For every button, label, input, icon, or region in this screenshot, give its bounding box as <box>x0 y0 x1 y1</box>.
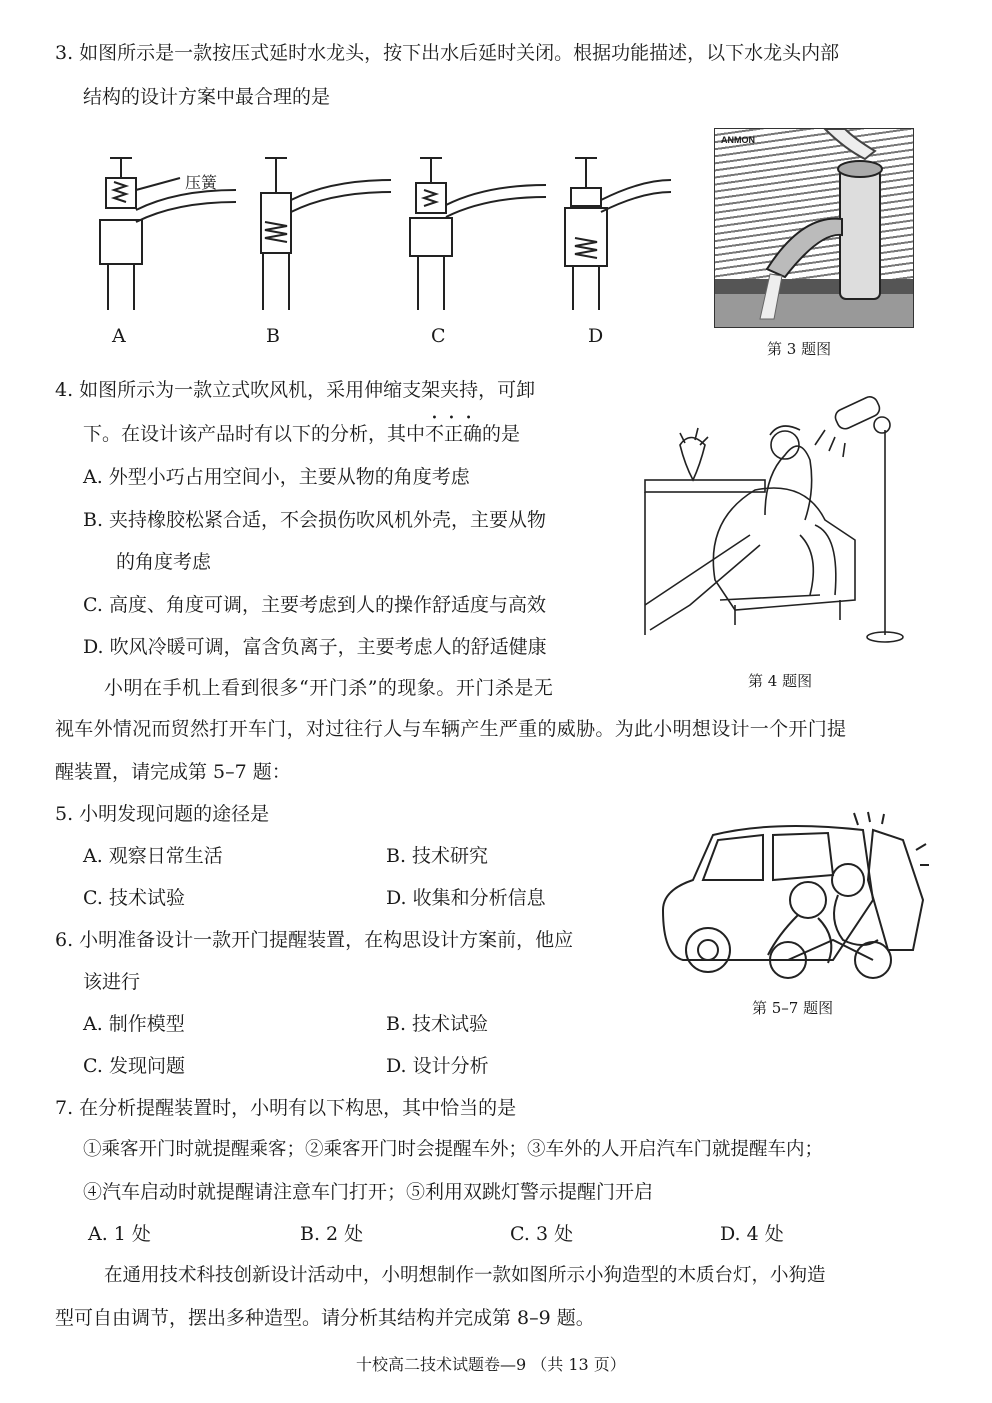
faucet-diagram-c <box>410 158 546 310</box>
q7-ideas-line1: ①乘客开门时就提醒乘客；②乘客开门时会提醒车外；③车外的人开启汽车门就提醒车内； <box>83 1139 824 1160</box>
fig57-caption: 第 5–7 题图 <box>752 999 834 1017</box>
q7-stem: 7. 在分析提醒装置时，小明有以下构思，其中恰当的是 <box>55 1097 517 1119</box>
q3-stem-line1: 3. 如图所示是一款按压式延时水龙头，按下出水后延时关闭。根据功能描述，以下水龙头内部 <box>55 42 840 64</box>
q4-stem-line2-pre: 下。在设计该产品时有以下的分析，其中 <box>83 423 426 445</box>
q4-option-b-line2: 的角度考虑 <box>116 551 212 573</box>
faucet-diagram-b <box>261 158 391 310</box>
option-label-d: D <box>588 325 604 347</box>
q6-option-a: A. 制作模型 <box>83 1013 185 1035</box>
q5-option-a: A. 观察日常生活 <box>83 845 223 867</box>
q4-option-c: C. 高度、角度可调，主要考虑到人的操作舒适度与高效 <box>83 594 546 616</box>
q3-figure-caption: 第 3 题图 <box>767 340 832 358</box>
q4-stem-line1: 4. 如图所示为一款立式吹风机，采用伸缩支架夹持，可卸 <box>55 379 536 401</box>
q7-option-a: A. 1 处 <box>88 1223 151 1245</box>
q5-option-c: C. 技术试验 <box>83 887 185 909</box>
q7-option-b: B. 2 处 <box>300 1223 364 1245</box>
q7-ideas-line2: ④汽车启动时就提醒请注意车门打开；⑤利用双跳灯警示提醒门开启 <box>83 1181 654 1203</box>
intro89-line2: 型可自由调节，摆出多种造型。请分析其结构并完成第 8–9 题。 <box>55 1307 595 1329</box>
option-label-c: C <box>431 325 446 347</box>
q6-option-c: C. 发现问题 <box>83 1055 185 1077</box>
q4-stem-line2-post: 的是 <box>482 423 521 445</box>
q5-option-b: B. 技术研究 <box>386 845 489 867</box>
q4-option-a: A. 外型小巧占用空间小，主要从物的角度考虑 <box>83 466 470 488</box>
q4-stem-line2 <box>83 413 521 446</box>
intro57-line2: 视车外情况而贸然打开车门，对过往行人与车辆产生严重的威胁。为此小明想设计一个开门提 <box>55 718 847 740</box>
q3-faucet-diagrams <box>80 150 680 320</box>
q7-option-c: C. 3 处 <box>510 1223 574 1245</box>
q6-option-d: D. 设计分析 <box>386 1055 489 1077</box>
intro57-line3: 醒装置，请完成第 5–7 题： <box>55 761 291 783</box>
hair-dryer-illustration <box>640 385 930 660</box>
q3-stem-line2: 结构的设计方案中最合理的是 <box>83 86 331 108</box>
option-label-b: B <box>266 325 280 347</box>
q5-option-d: D. 收集和分析信息 <box>386 887 546 909</box>
page-footer: 十校高二技术试题卷—9 （共 13 页） <box>356 1355 626 1374</box>
faucet-photo <box>714 128 914 328</box>
q6-stem-line2: 该进行 <box>83 971 141 993</box>
car-door-illustration <box>658 810 930 985</box>
q5-stem: 5. 小明发现问题的途径是 <box>55 803 270 825</box>
q4-option-b-line1: B. 夹持橡胶松紧合适，不会损伤吹风机外壳，主要从物 <box>83 509 547 531</box>
q4-option-d: D. 吹风冷暖可调，富含负离子，主要考虑人的舒适健康 <box>83 636 547 658</box>
option-label-a: A <box>112 325 126 347</box>
photo-brand-text: ANMON <box>721 135 755 145</box>
q4-figure-caption: 第 4 题图 <box>748 672 813 690</box>
q6-option-b: B. 技术试验 <box>386 1013 489 1035</box>
spring-label: 压簧 <box>185 173 218 192</box>
q6-stem-line1: 6. 小明准备设计一款开门提醒装置，在构思设计方案前，他应 <box>55 929 574 951</box>
faucet-diagram-d <box>565 158 671 310</box>
intro57-line1: 小明在手机上看到很多“开门杀”的现象。开门杀是无 <box>104 677 554 699</box>
q4-emphasis: • • • 不正确 <box>425 413 483 445</box>
q7-option-d: D. 4 处 <box>720 1223 784 1245</box>
intro89-line1: 在通用技术科技创新设计活动中，小明想制作一款如图所示小狗造型的木质台灯，小狗造 <box>104 1265 826 1286</box>
